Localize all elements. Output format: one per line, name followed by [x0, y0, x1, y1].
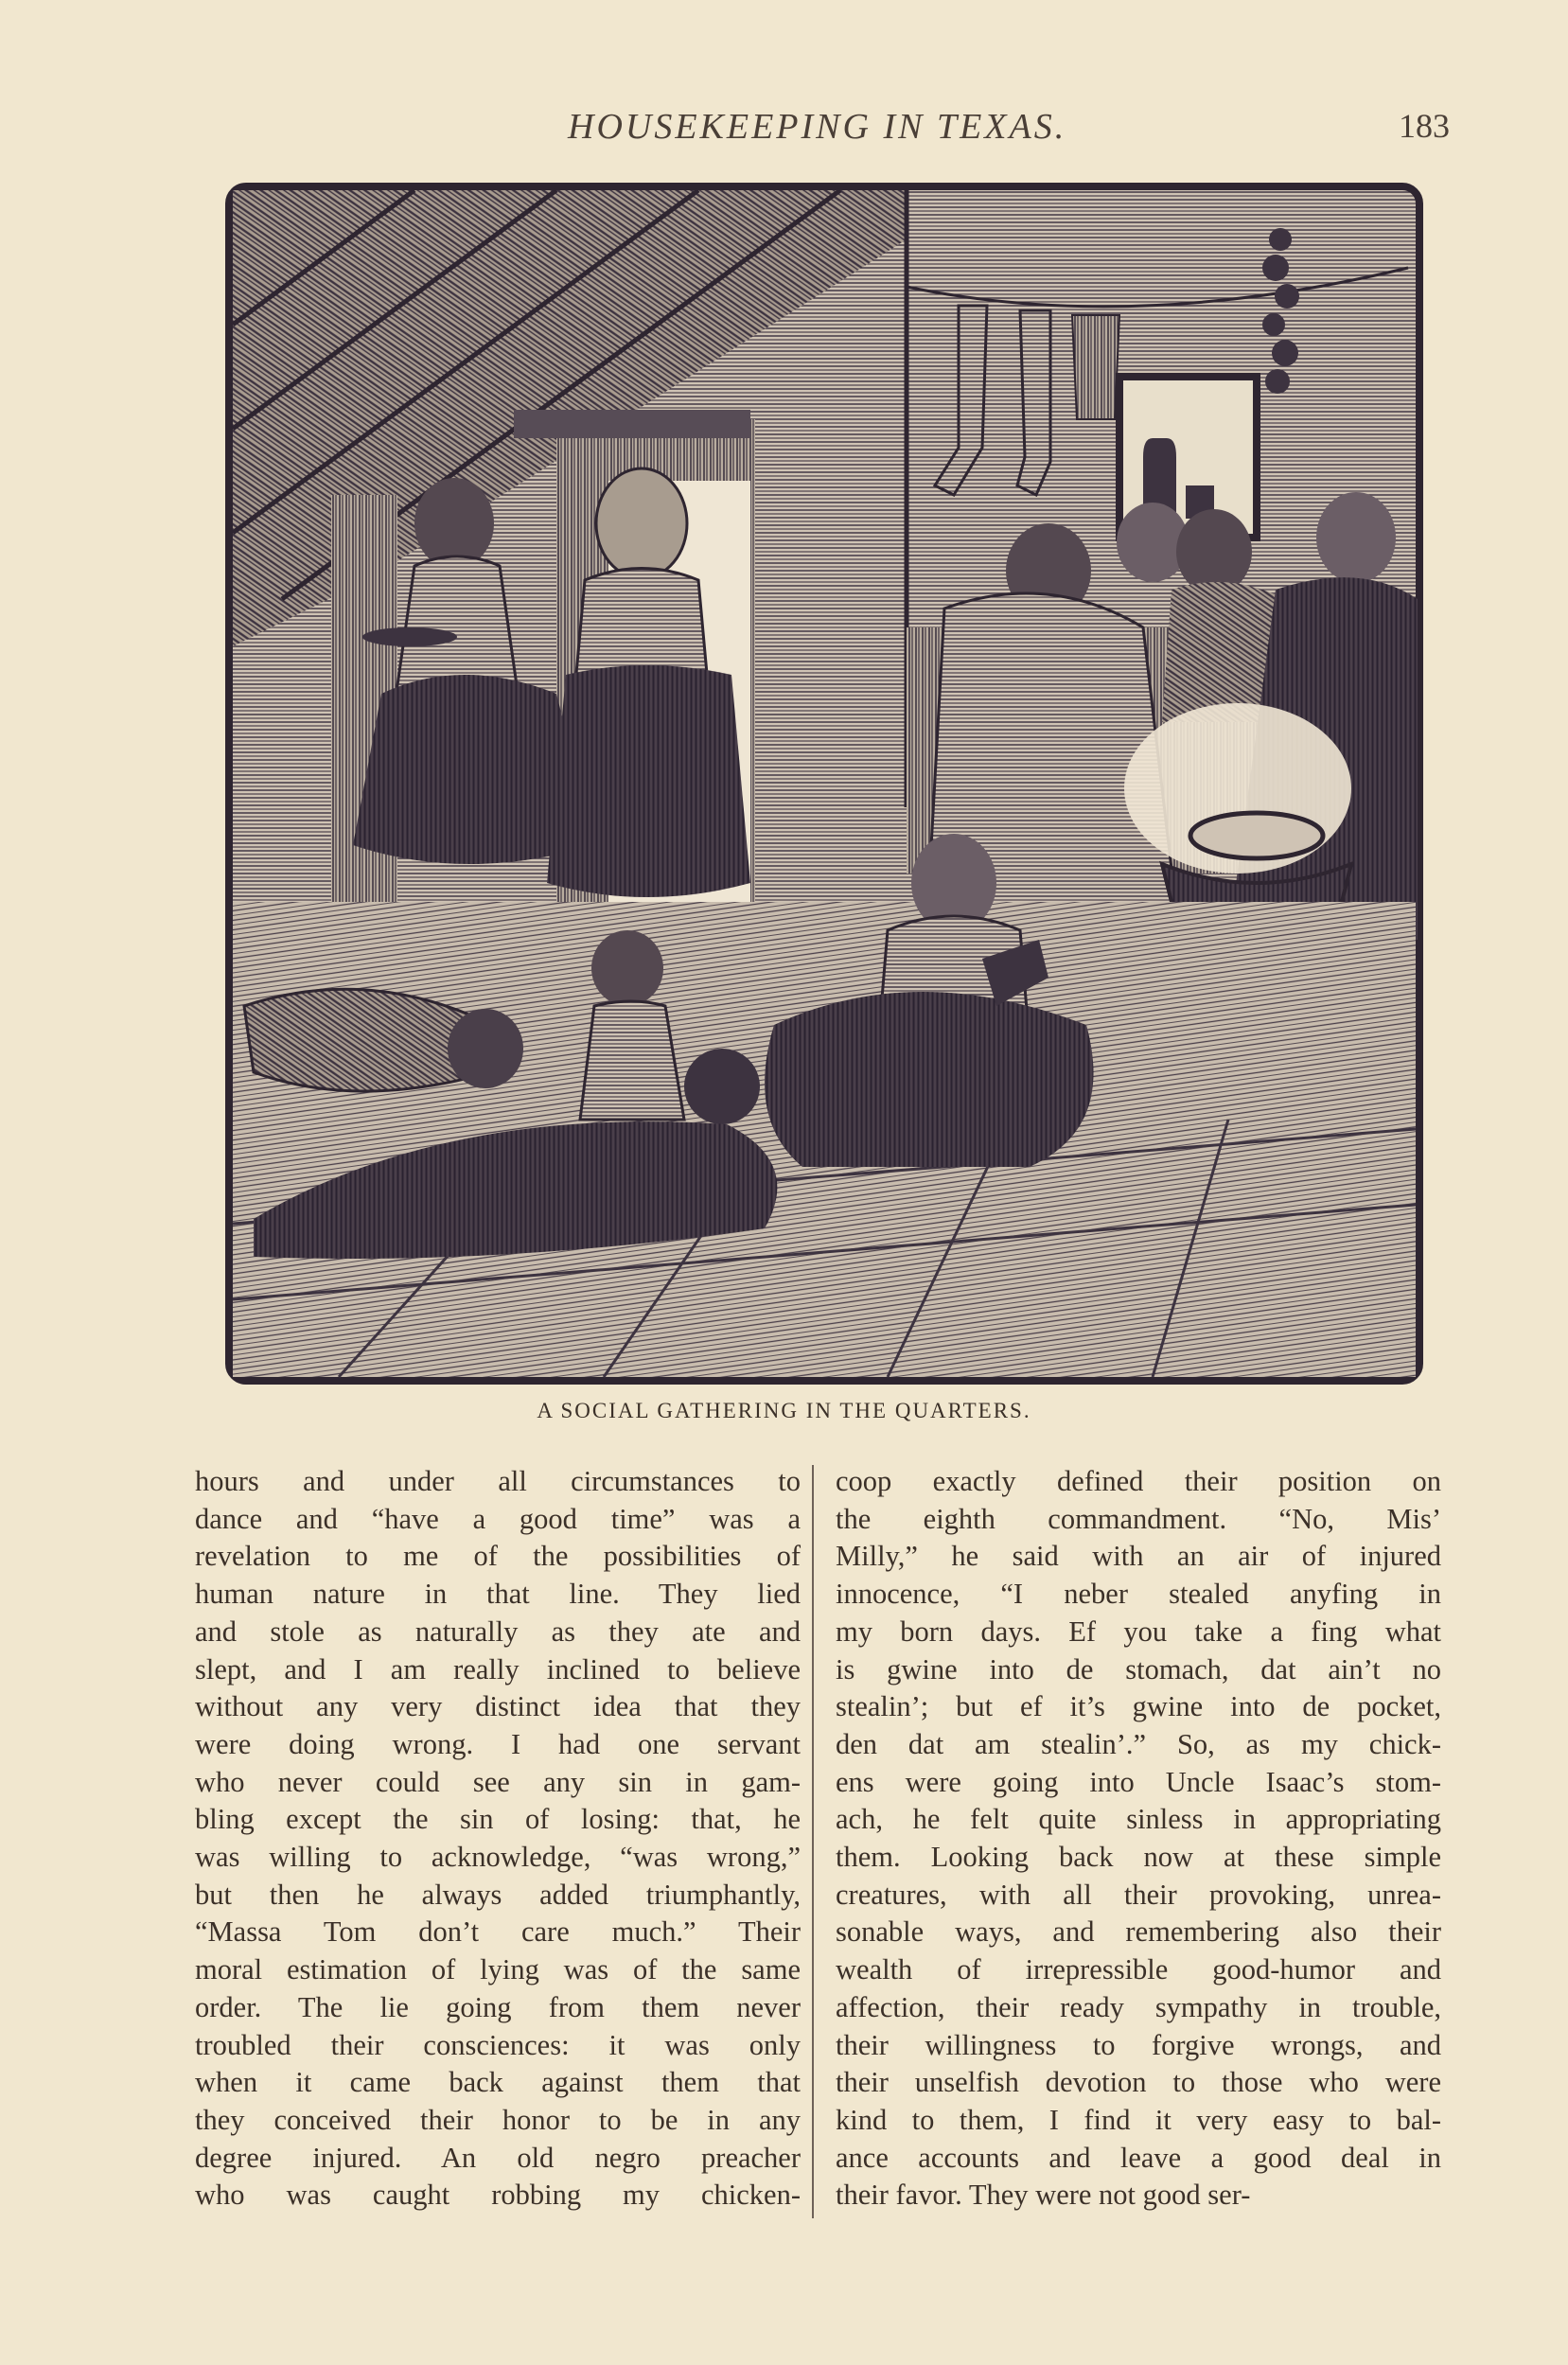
text-line: creatures, with all their provoking, unrea- — [836, 1878, 1441, 1911]
text-line: slept, and I am really inclined to believe — [195, 1652, 801, 1686]
text-line: their willingness to forgive wrongs, and — [836, 2028, 1441, 2061]
text-line: stealin’; but ef it’s gwine into de pocket, — [836, 1690, 1441, 1723]
text-line: “Massa Tom don’t care much.” Their — [195, 1915, 801, 1949]
illustration-caption: A SOCIAL GATHERING IN THE QUARTERS. — [537, 1399, 1031, 1422]
text-line: but then he always added triumphantly, — [195, 1878, 801, 1911]
text-line: ens were going into Uncle Isaac’s stom- — [836, 1765, 1441, 1798]
text-line: den dat am stealin’.” So, as my chick- — [836, 1727, 1441, 1760]
engraving-illustration — [225, 183, 1425, 1386]
engraving-svg — [225, 183, 1425, 1386]
door-lintel — [514, 410, 750, 438]
text-line: troubled their consciences: it was only — [195, 2028, 801, 2061]
text-line: moral estimation of lying was of the same — [195, 1953, 801, 1986]
text-line: and stole as naturally as they ate and — [195, 1615, 801, 1648]
text-line: human nature in that line. They lied — [195, 1578, 801, 1611]
jug — [1143, 438, 1176, 514]
running-title: HOUSEKEEPING IN TEXAS. — [568, 107, 1067, 147]
text-line: hours and under all circumstances to — [195, 1465, 801, 1497]
text-line: affection, their ready sympathy in trouble, — [836, 1990, 1441, 2023]
text-line: who never could see any sin in gam- — [195, 1765, 801, 1798]
text-line: bling except the sin of losing: that, he — [195, 1803, 801, 1836]
left-text-column — [195, 1463, 801, 2215]
text-line: their favor. They were not good ser- — [836, 2179, 1251, 2212]
kettle — [1190, 813, 1323, 858]
text-line: who was caught robbing my chicken- — [195, 2179, 801, 2212]
text-line: is gwine into de stomach, dat ain’t no — [836, 1652, 1441, 1686]
text-line: were doing wrong. I had one servant — [195, 1727, 801, 1760]
text-line: ach, he felt quite sinless in appropriating — [836, 1803, 1441, 1836]
right-paragraph — [836, 1463, 1441, 2215]
text-line: their unselfish devotion to those who were — [836, 2066, 1441, 2099]
column-divider — [812, 1465, 814, 2218]
text-line: was willing to acknowledge, “was wrong,” — [195, 1841, 801, 1874]
text-line: degree injured. An old negro preacher — [195, 2141, 801, 2174]
text-line: Milly,” he said with an air of injured — [836, 1540, 1441, 1573]
text-line: my born days. Ef you take a fing what — [836, 1615, 1441, 1648]
text-line: sonable ways, and remembering also their — [836, 1915, 1441, 1949]
text-line: coop exactly defined their position on — [836, 1465, 1441, 1497]
text-line: dance and “have a good time” was a — [195, 1502, 801, 1535]
hanging-cloth — [1072, 315, 1119, 419]
text-line: when it came back against them that — [195, 2066, 801, 2099]
right-text-column — [836, 1463, 1441, 2215]
left-paragraph — [195, 1463, 801, 2215]
text-line: ance accounts and leave a good deal in — [836, 2141, 1441, 2174]
text-line: kind to them, I find it very easy to bal- — [836, 2103, 1441, 2136]
text-line: innocence, “I neber stealed anyfing in — [836, 1578, 1441, 1611]
text-line: revelation to me of the possibilities of — [195, 1540, 801, 1573]
text-line: without any very distinct idea that they — [195, 1690, 801, 1723]
text-line: order. The lie going from them never — [195, 1990, 801, 2023]
text-line: them. Looking back now at these simple — [836, 1841, 1441, 1874]
text-line: wealth of irrepressible good-humor and — [836, 1953, 1441, 1986]
text-line: the eighth commandment. “No, Mis’ — [836, 1502, 1441, 1535]
text-line: they conceived their honor to be in any — [195, 2103, 801, 2136]
running-head — [0, 106, 1568, 151]
stocking-2 — [1017, 310, 1050, 495]
page-number: 183 — [1399, 107, 1450, 145]
